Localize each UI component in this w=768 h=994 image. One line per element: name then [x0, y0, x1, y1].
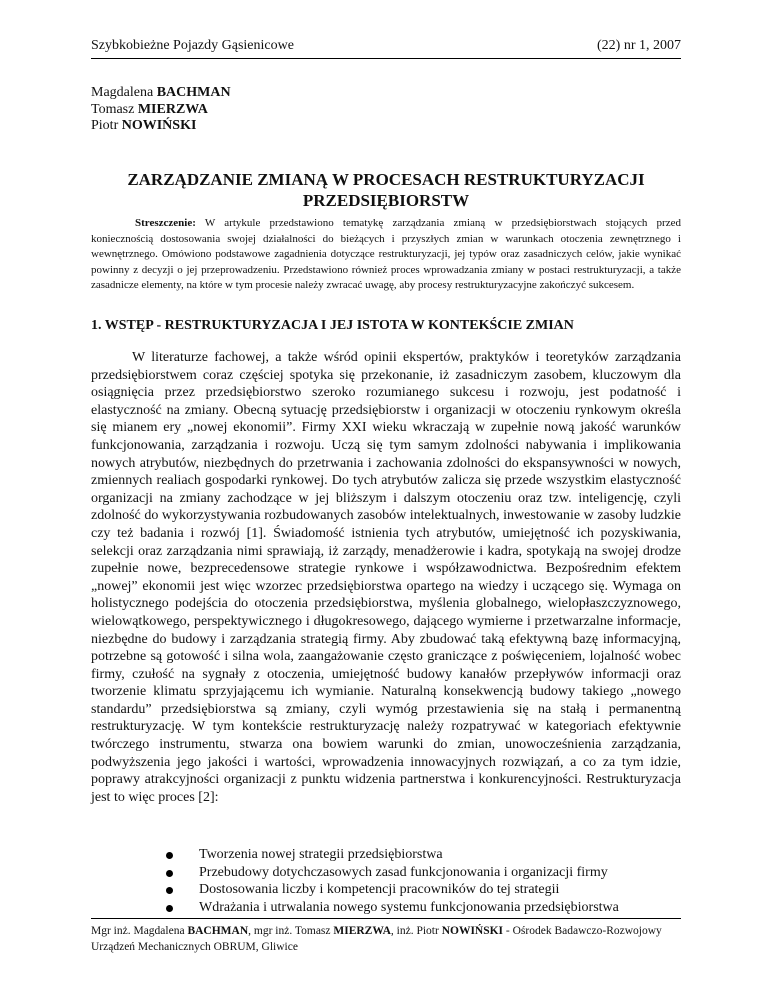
author-affiliation-footnote: Mgr inż. Magdalena BACHMAN, mgr inż. Tomasz MIERZWA, inż. Piotr NOWIŃSKI - Ośrodek Badawczo-Rozwojowy Urządzeń Mechanicznych OBRUM, Gliwice: [91, 925, 662, 953]
list-item: Dostosowania liczby i kompetencji pracowników do tej strategii: [159, 881, 619, 899]
author-2: Tomasz MIERZWA: [91, 101, 208, 117]
issue-number: (22) nr 1, 2007: [597, 38, 681, 53]
body-paragraph: W literaturze fachowej, a także wśród opinii ekspertów, praktyków i teoretyków zarządzania przedsiębiorstwem coraz częściej spotyka się przekonanie, iż zasadniczym zasobem, kluczowym dla osiągnięcia przez przedsiębiorstwo szeroko rozumianego sukcesu i rozwoju, jest podatność i elastyczność na zmiany. Obecną sytuację przedsiębiorstw i organizacji w otoczeniu rynkowym określa się mianem ery „nowej ekonomii”. Firmy XXI wieku wkraczają w zupełnie nową jakość warunków funkcjonowania, zarządzania i rozwoju. Uczą się tym samym zdolności nabywania i implikowania nowych atrybutów, niezbędnych do przetrwania i zachowania zdolności do ekspansywności w nowych, zmiennych realiach gospodarki rynkowej. Do tych atrybutów zalicza się przede wszystkim elastyczność organizacji na zmiany zachodzące w jej bliższym i dalszym otoczeniu oraz tzw. inteligencję, czyli zdolność do wykorzystywania rozbudowanych zasobów intelektualnych, inwestowanie w zasoby ludzkie czy też badania i rozwój [1]. Świadomość istnienia tych atrybutów, umiejętność ich pozyskiwania, selekcji oraz zarządzania nimi sprawiają, iż zarządy, menadżerowie i kadra, spotykają na swojej drodze zupełnie nowe, bezprecedensowe strategie rynkowe i współzawodnictwa. Bezpośrednim efektem „nowej” ekonomii jest więc wzorzec przedsiębiorstwa opartego na wiedzy i uczącego się. Wymaga on holistycznego podejścia do otoczenia przedsiębiorstwa, myślenia globalnego, wielopłaszczyznowego, wielowątkowego, perspektywicznego i długokresowego, dającego wymierne i przetwarzalne informacje, niezbędne do budowy i zarządzania strategią firmy. Aby zbudować taką efektywną bazę informacyjną, potrzebne są gotowość i silna wola, zaangażowanie często graniczące z poświęceniem, lojalność wobec firmy, czułość na sygnały z otoczenia, umiejętność budowy kanałów przepływów informacji oraz tworzenie klimatu sprzyjającemu ich wymianie. Naturalną konsekwencją budowy takiego „nowego standardu” przedsiębiorstwa są zmiany, czyli wymóg przestawienia się na stałą i permanentną restrukturyzację. W tym kontekście restrukturyzację należy rozpatrywać w kategoriach efektywnie twórczego instrumentu, stwarza ona bowiem warunki do zmian, unowocześnienia zarządzania, podwyższenia jego jakości i wartości, wprowadzenia innowacyjnych rozwiązań, a co za tym idzie, poprawy atrakcyjności organizacji z punktu widzenia partnerstwa i konkurencyjności. Restrukturyzacja jest to więc proces [2]:: [91, 350, 681, 805]
author-3: Piotr NOWIŃSKI: [91, 118, 197, 133]
author-list: [91, 85, 231, 135]
list-item: Wdrażania i utrwalania nowego systemu funkcjonowania przedsiębiorstwa: [159, 899, 619, 917]
list-item: Przebudowy dotychczasowych zasad funkcjonowania i organizacji firmy: [159, 864, 619, 882]
title-line-1: ZARZĄDZANIE ZMIANĄ W PROCESACH RESTRUKTURYZACJI: [127, 170, 645, 189]
abstract: [91, 216, 681, 294]
section-heading: 1. WSTĘP - RESTRUKTURYZACJA I JEJ ISTOTA W KONTEKŚCIE ZMIAN: [91, 318, 574, 333]
list-item: Tworzenia nowej strategii przedsiębiorstwa: [159, 846, 619, 864]
title-line-2: PRZEDSIĘBIORSTW: [302, 191, 470, 210]
abstract-label: Streszczenie:: [135, 217, 196, 229]
abstract-text: W artykule przedstawiono tematykę zarządzania zmianą w przedsiębiorstwach stojących przed koniecznością dostosowania swojej działalności do bieżących i przyszłych zmian w warunkach otoczenia zewnętrznego i wewnętrznego. Omówiono podstawowe zagadnienia dotyczące restrukturyzacji, jej typów oraz zasadniczych celów, jakie wynikać powinny z decyzji o jej przeprowadzeniu. Przedstawiono również proces wprowadzania zmiany w postaci restrukturyzacji, a także zasadnicze elementy, na które w tym procesie należy zwracać uwagę, aby procesy restrukturyzacyjne zakończyć sukcesem.: [91, 217, 681, 292]
journal-name: Szybkobieżne Pojazdy Gąsienicowe: [91, 38, 294, 53]
running-header: [91, 38, 681, 59]
footnote-divider: [91, 918, 681, 919]
bullet-icon: [166, 852, 173, 859]
bullet-icon: [166, 887, 173, 894]
bullet-icon: [166, 905, 173, 912]
bullet-list: [159, 846, 619, 916]
paper-title: [91, 169, 681, 211]
bullet-icon: [166, 870, 173, 877]
author-1: Magdalena BACHMAN: [91, 85, 231, 100]
